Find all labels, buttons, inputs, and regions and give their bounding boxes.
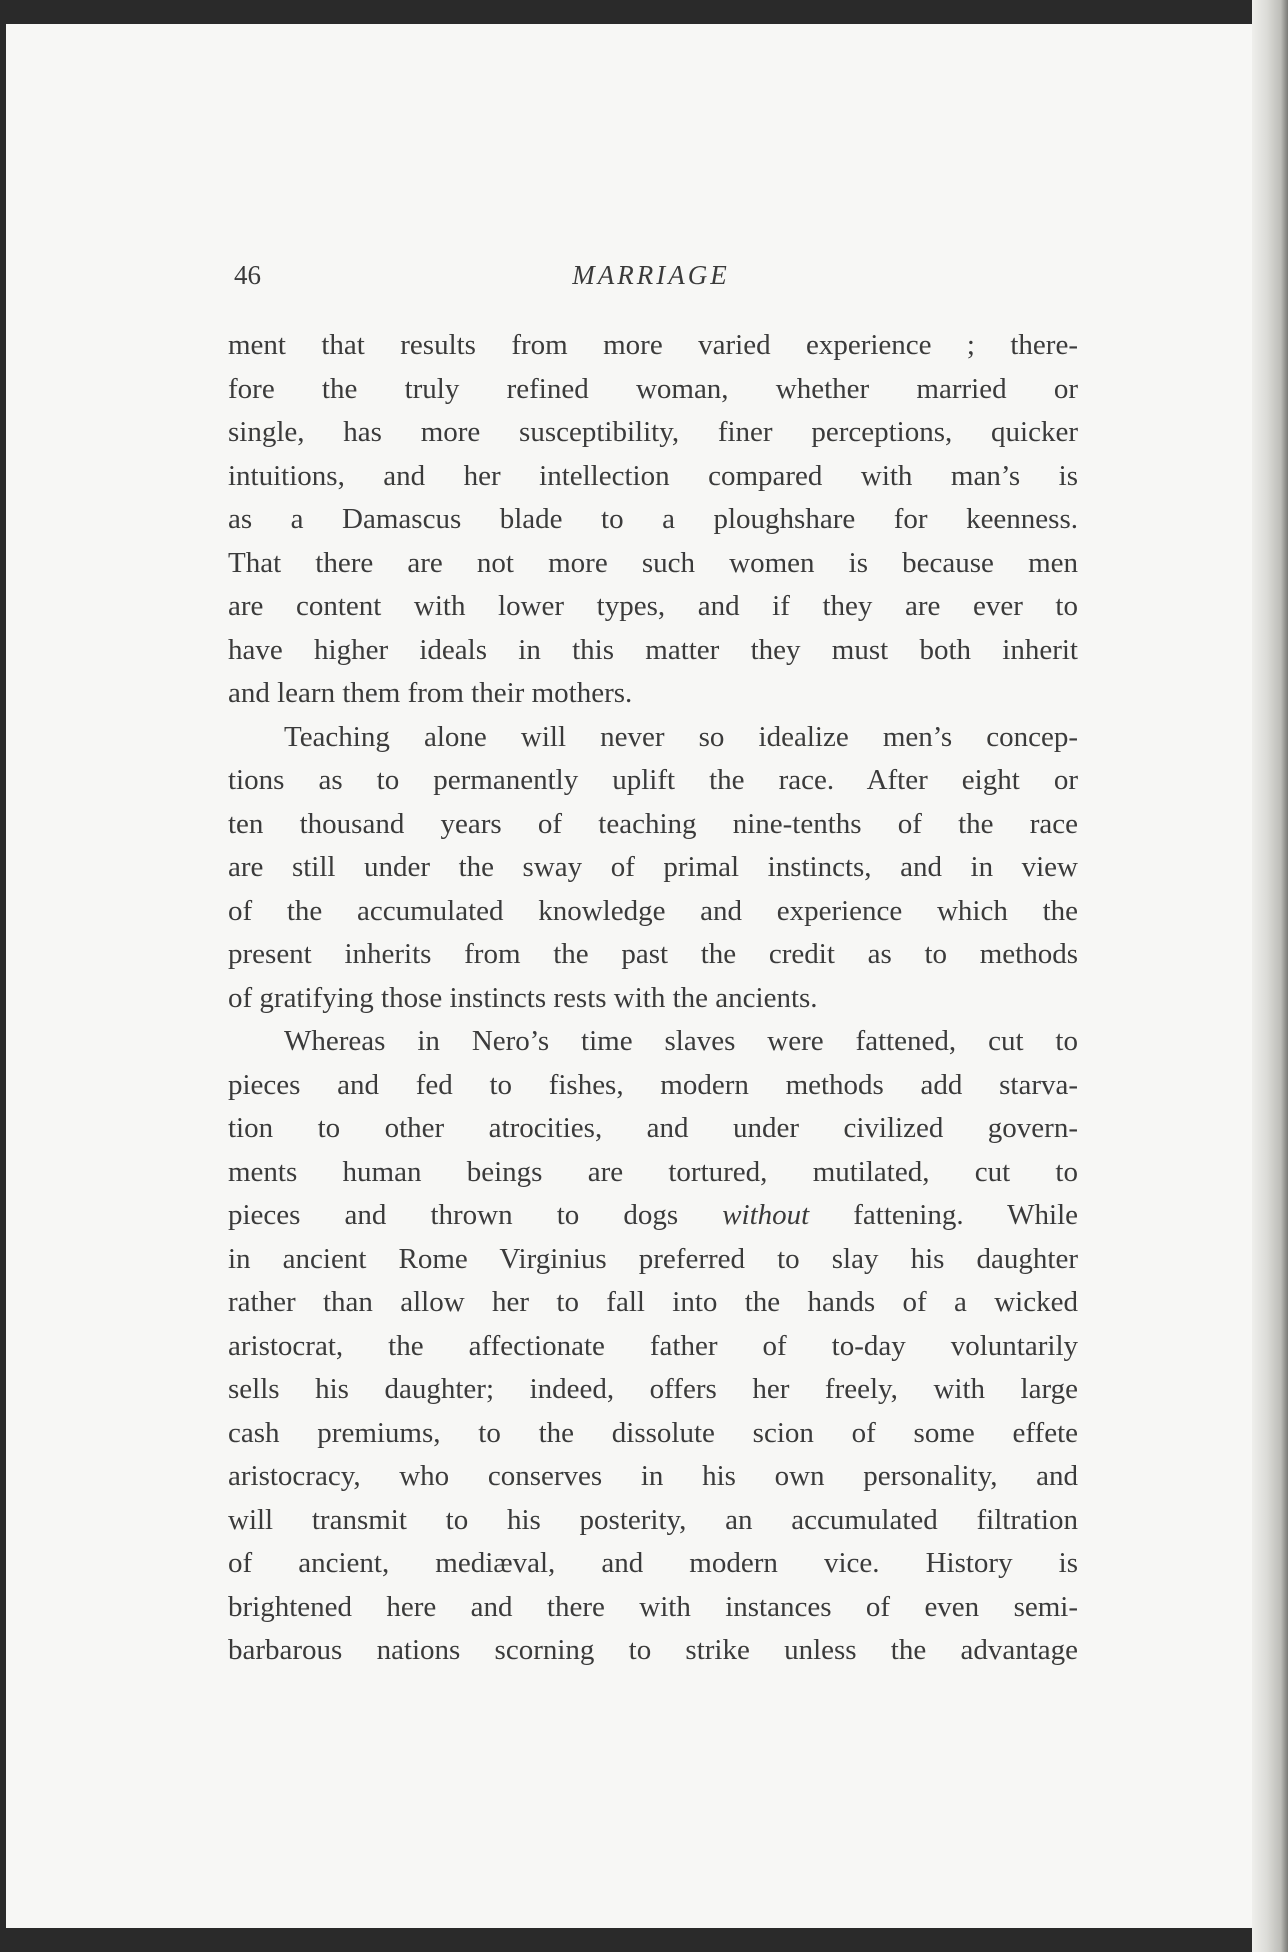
- paragraph-3: [228, 1020, 1078, 1673]
- text-line: will transmit to his posterity, an accumulated filtration: [228, 1503, 1078, 1536]
- text-fragment: fattening. While: [809, 1199, 1078, 1231]
- text-line: intuitions, and her intellection compared with man’s is: [228, 459, 1078, 492]
- text-line: of gratifying those instincts rests with the ancients.: [228, 981, 818, 1014]
- text-line: fore the truly refined woman, whether married or: [228, 372, 1078, 405]
- running-head: MARRIAGE: [572, 260, 730, 290]
- text-line: and learn them from their mothers.: [228, 677, 633, 709]
- page-edge-shadow: [1252, 0, 1288, 1952]
- text-line: in ancient Rome Virginius preferred to slay his daughter: [228, 1242, 1078, 1275]
- text-line: ten thousand years of teaching nine-tenths of the race: [228, 807, 1078, 840]
- text-line: have higher ideals in this matter they must both inherit: [228, 633, 1078, 666]
- text-line: as a Damascus blade to a ploughshare for keenness.: [228, 503, 1078, 535]
- text-line: are still under the sway of primal instincts, and in view: [228, 851, 1078, 883]
- text-line: are content with lower types, and if they are ever to: [228, 590, 1078, 622]
- paragraph-2: [228, 716, 1078, 1021]
- text-line: Whereas in Nero’s time slaves were fattened, cut to: [284, 1025, 1078, 1057]
- text-line: of ancient, mediæval, and modern vice. History is: [228, 1547, 1078, 1579]
- text-line: tion to other atrocities, and under civilized govern-: [228, 1112, 1078, 1144]
- text-line: cash premiums, to the dissolute scion of some effete: [228, 1416, 1078, 1449]
- paragraph-1: [228, 324, 1078, 716]
- text-line: barbarous nations scorning to strike unless the advantage: [228, 1634, 1078, 1666]
- text-line: of the accumulated knowledge and experience which the: [228, 894, 1078, 927]
- text-line: rather than allow her to fall into the hands of a wicked: [228, 1286, 1078, 1318]
- text-line: single, has more susceptibility, finer perceptions, quicker: [228, 416, 1078, 448]
- text-line-with-italic: [228, 1194, 1078, 1238]
- text-line: sells his daughter; indeed, offers her freely, with large: [228, 1373, 1078, 1405]
- text-line: tions as to permanently uplift the race. After eight or: [228, 764, 1078, 796]
- body-text: [228, 324, 1078, 1673]
- text-line: ment that results from more varied experience ; there-: [228, 329, 1078, 361]
- emphasized-word: without: [722, 1199, 810, 1231]
- page-number: 46: [234, 260, 261, 290]
- text-line: That there are not more such women is because men: [228, 546, 1078, 579]
- text-line: present inherits from the past the credit as to methods: [228, 938, 1078, 970]
- text-line: pieces and fed to fishes, modern methods add starva-: [228, 1068, 1078, 1101]
- text-fragment: pieces and thrown to dogs: [228, 1199, 723, 1231]
- page-header: [226, 256, 1076, 300]
- text-line: aristocrat, the affectionate father of to-day voluntarily: [228, 1329, 1078, 1362]
- text-line: brightened here and there with instances of even semi-: [228, 1590, 1078, 1623]
- book-page: [6, 24, 1268, 1928]
- text-line: Teaching alone will never so idealize men’s concep-: [284, 720, 1078, 753]
- text-line: aristocracy, who conserves in his own personality, and: [228, 1460, 1078, 1492]
- text-line: ments human beings are tortured, mutilated, cut to: [228, 1155, 1078, 1188]
